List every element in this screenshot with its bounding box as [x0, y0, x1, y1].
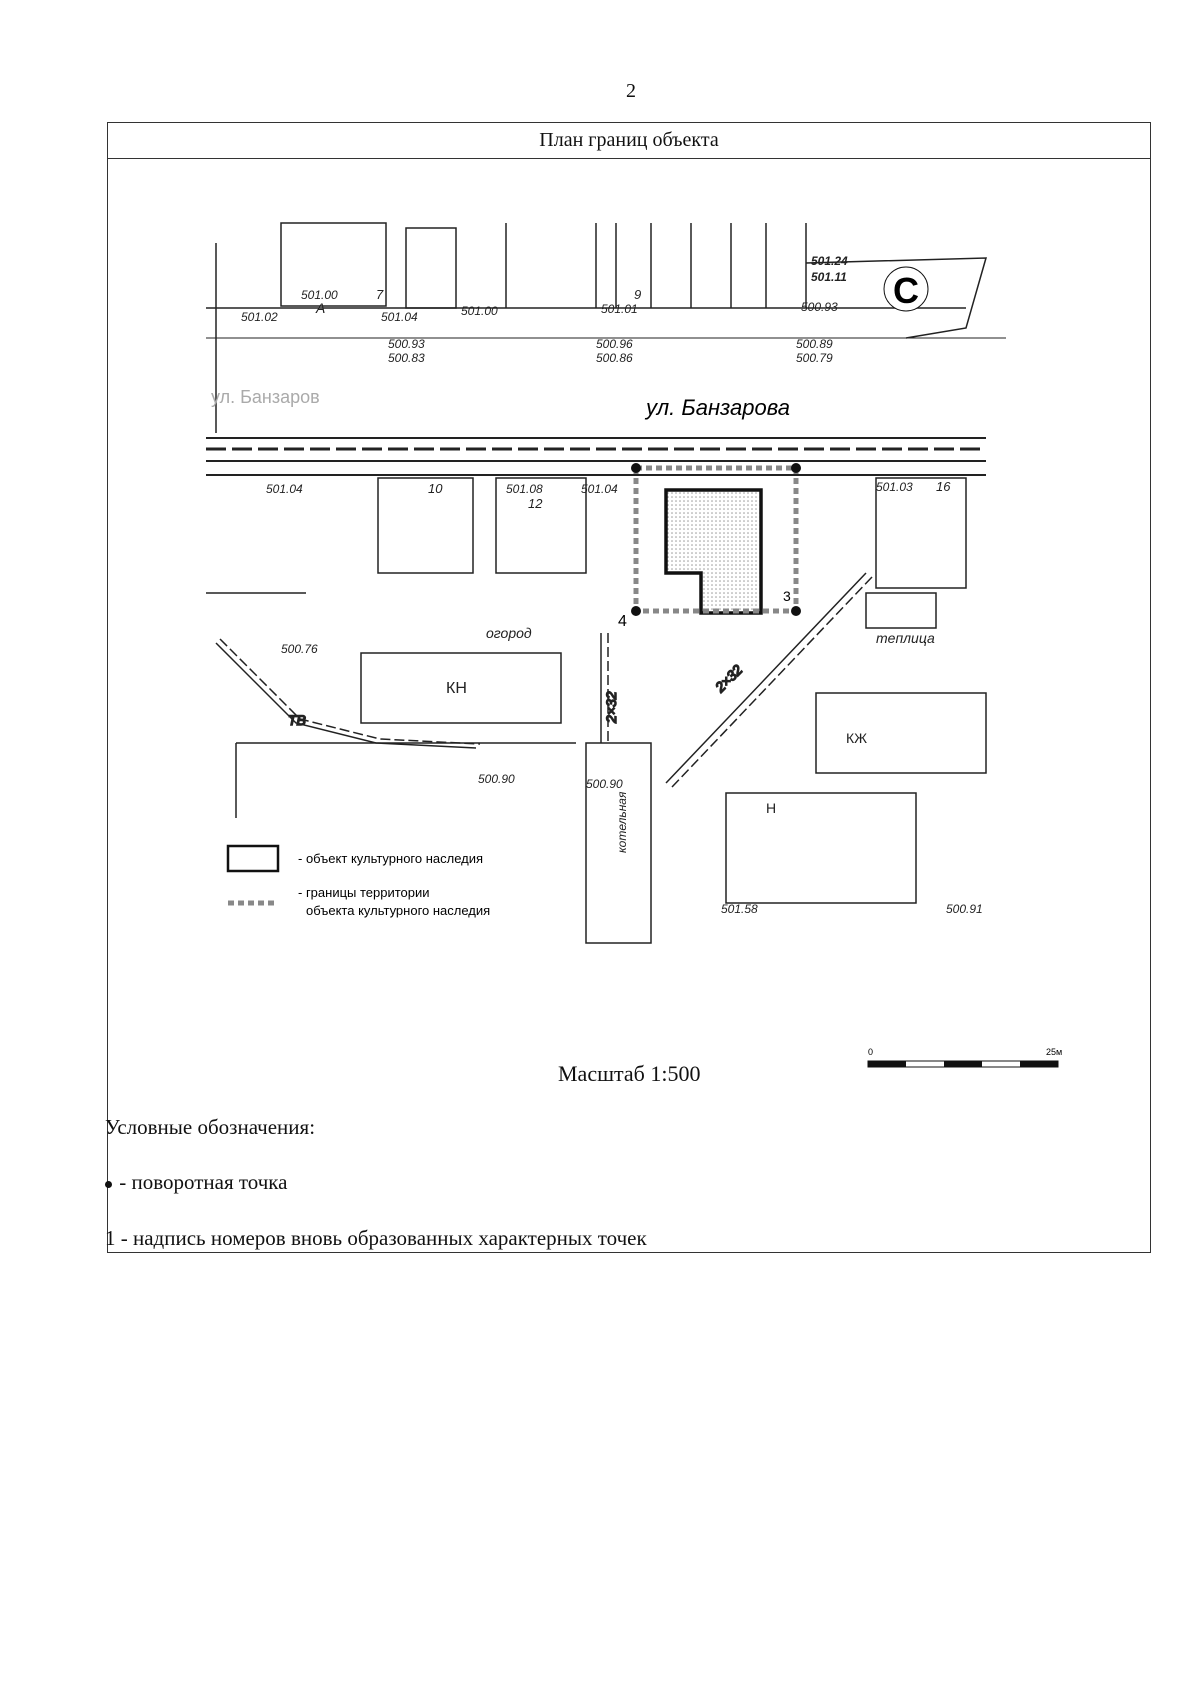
legend-heritage-swatch	[228, 846, 278, 871]
street-name-faded-label: ул. Банзаров	[211, 387, 320, 407]
building-label-kzh: КЖ	[846, 730, 868, 746]
pipe-label-tv: ТВ	[288, 712, 306, 728]
house-number: 7	[376, 287, 384, 302]
elevation-label: 500.91	[946, 902, 983, 916]
page-number: 2	[626, 80, 636, 102]
elevation-label: 501.58	[721, 902, 758, 916]
legend-title: Условные обозначения:	[105, 1115, 316, 1139]
elevation-label: 500.93	[801, 300, 838, 314]
elevation-label: 500.86	[596, 351, 633, 365]
elevation-label: 501.24	[811, 254, 848, 268]
elevation-label: 500.89	[796, 337, 833, 351]
elevation-label: 501.03	[876, 480, 913, 494]
elevation-label: 501.00	[301, 288, 338, 302]
legend-turning-point	[105, 1170, 288, 1195]
turning-point	[631, 606, 641, 616]
north-marker	[884, 267, 928, 311]
elevation-label: 501.02	[241, 310, 278, 324]
scale-text: Масштаб 1:500	[558, 1061, 701, 1086]
elevation-label: 500.76	[281, 642, 318, 656]
legend-boundary-text-2: объекта культурного наследия	[306, 903, 491, 918]
house-number: 9	[634, 287, 642, 302]
turning-point	[791, 606, 801, 616]
legend-turning-point-text: - поворотная точка	[119, 1170, 288, 1194]
legend-numbering-note: 1 - надпись номеров вновь образованных характерных точек	[105, 1226, 647, 1250]
pipe-label-1: 2×32	[603, 691, 619, 723]
pipelines	[216, 573, 872, 787]
legend-heritage-text: - объект культурного наследия	[298, 851, 484, 866]
elevation-label: 501.11	[811, 270, 847, 284]
house-number: 10	[428, 481, 443, 496]
street-name-label: ул. Банзарова	[646, 395, 790, 420]
map-area	[206, 203, 1070, 1025]
building-label-kotelnaya: котельная	[615, 791, 629, 853]
north-marker-letter: С	[893, 270, 919, 311]
house-number: 12	[528, 496, 543, 511]
lower-block	[206, 478, 986, 943]
heritage-object-building	[666, 490, 761, 613]
map-frame	[107, 122, 1151, 1253]
frame-title: План границ объекта	[108, 123, 1150, 159]
elevation-label: 500.90	[478, 772, 515, 786]
pipe-label-2: 2×32	[711, 661, 746, 696]
elevation-label: 500.83	[388, 351, 425, 365]
elevation-label: 501.08	[506, 482, 543, 496]
elevation-label: 500.96	[596, 337, 633, 351]
elevation-label: 501.00	[461, 304, 498, 318]
scale-bar-graphic	[866, 1043, 1066, 1083]
turning-point	[631, 463, 641, 473]
cadastral-map	[206, 203, 1070, 1025]
point-label-3: 3	[783, 588, 791, 604]
house-number: 16	[936, 479, 951, 494]
elevation-label: 500.93	[388, 337, 425, 351]
place-label-a: А	[316, 300, 326, 316]
building-label-kn: КН	[446, 680, 467, 697]
turning-point-icon	[105, 1181, 112, 1188]
place-label-ogorod: огород	[486, 625, 532, 641]
scale-bar-label-end: 25м	[1046, 1047, 1063, 1057]
point-label-4: 4	[618, 613, 627, 630]
legend-boundary-text-1: - границы территории	[298, 885, 430, 900]
turning-point	[791, 463, 801, 473]
elevation-label: 501.04	[581, 482, 618, 496]
map-legend	[228, 846, 490, 918]
elevation-label: 501.04	[381, 310, 418, 324]
upper-block	[206, 223, 1006, 433]
elevation-label: 501.04	[266, 482, 303, 496]
place-label-teplitsa: теплица	[876, 630, 935, 646]
building-label-n: Н	[766, 800, 777, 816]
scale-bar-label-start: 0	[868, 1047, 874, 1057]
elevation-label: 500.90	[586, 777, 623, 791]
elevation-label: 500.79	[796, 351, 833, 365]
scale-bar	[866, 1043, 1066, 1083]
street	[206, 387, 986, 475]
elevation-label: 501.01	[601, 302, 638, 316]
